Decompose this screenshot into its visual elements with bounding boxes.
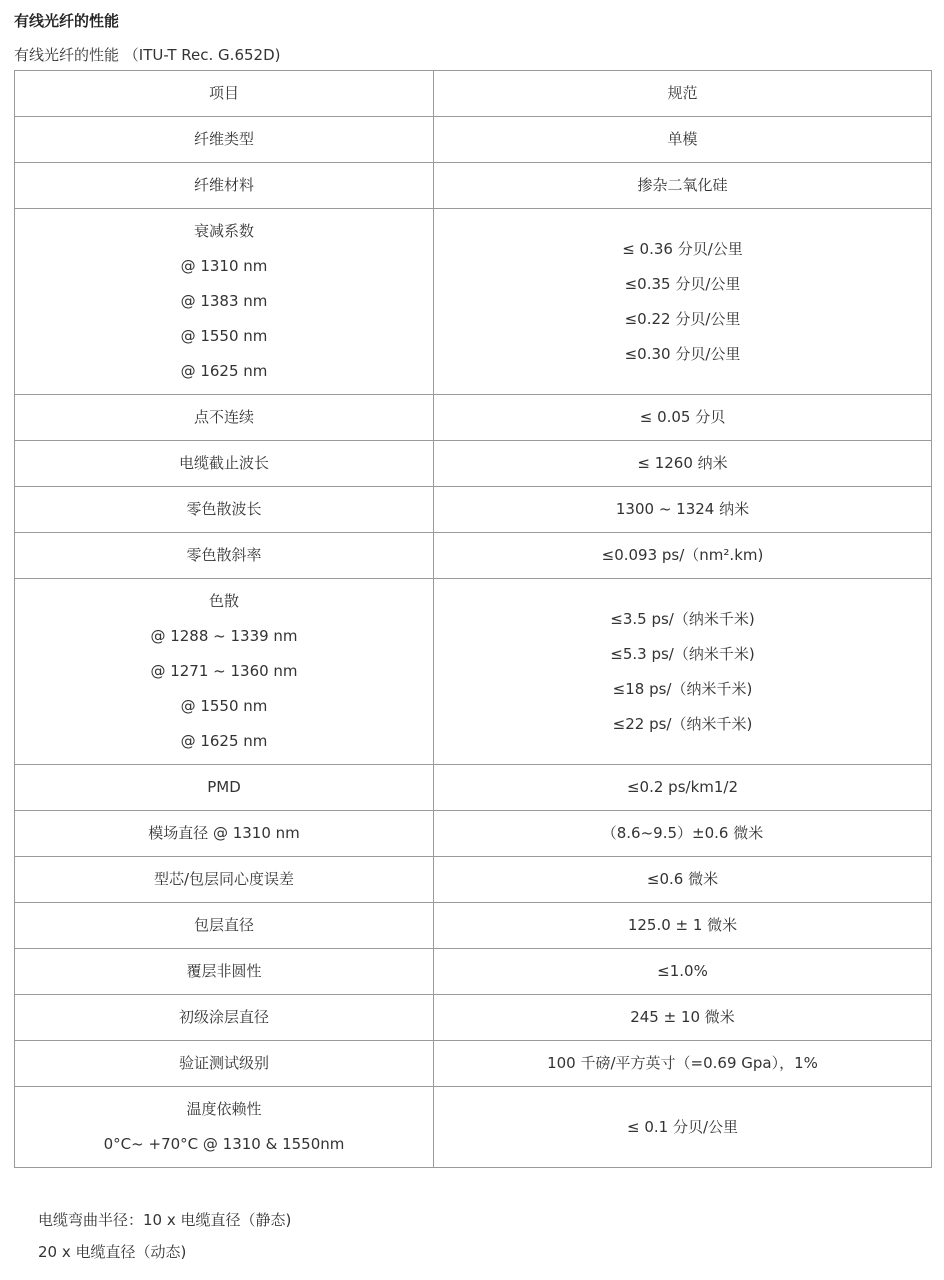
row-item-cell [15, 949, 434, 995]
row-item-cell [15, 533, 434, 579]
row-item-cell [15, 117, 434, 163]
item-text: 纤维材料 [193, 176, 254, 194]
spec-text: （8.6~9.5）±0.6 微米 [601, 824, 764, 842]
row-item-cell [15, 487, 434, 533]
spec-text: ≤1.0% [657, 962, 708, 980]
row-spec-cell [434, 1087, 932, 1168]
row-item-cell [15, 163, 434, 209]
row-spec-cell [434, 995, 932, 1041]
spec-text: 125.0 ± 1 微米 [627, 916, 738, 934]
item-text: 模场直径 @ 1310 nm [148, 824, 300, 842]
item-text: @ 1625 nm [180, 362, 268, 380]
row-spec-cell [434, 163, 932, 209]
spec-text: ≤3.5 ps/（纳米千米) [610, 609, 755, 628]
row-item-cell [15, 579, 434, 765]
row-spec-cell [434, 579, 932, 765]
row-item-cell [15, 441, 434, 487]
table-row [15, 949, 932, 995]
table-header-row [15, 71, 932, 117]
page-title: 有线光纤的性能 [14, 12, 120, 30]
table-row [15, 765, 932, 811]
item-text: @ 1271 ~ 1360 nm [150, 662, 298, 680]
item-text: 包层直径 [193, 916, 254, 934]
table-row [15, 441, 932, 487]
table-row [15, 117, 932, 163]
row-spec-cell [434, 487, 932, 533]
table-row [15, 995, 932, 1041]
row-item-cell [15, 395, 434, 441]
row-spec-cell [434, 857, 932, 903]
item-text: @ 1310 nm [180, 257, 268, 275]
table-row [15, 533, 932, 579]
row-spec-cell [434, 395, 932, 441]
spec-text: ≤18 ps/（纳米千米) [612, 679, 753, 698]
item-text: @ 1383 nm [180, 292, 268, 310]
spec-text: 掺杂二氧化硅 [637, 176, 728, 194]
spec-text: ≤ 0.1 分贝/公里 [626, 1117, 738, 1136]
spec-text: 单模 [667, 130, 698, 148]
item-text: @ 1550 nm [180, 327, 268, 345]
table-row [15, 903, 932, 949]
item-text: @ 1288 ~ 1339 nm [150, 627, 298, 645]
item-text: 电缆截止波长 [178, 454, 269, 472]
item-text: 覆层非圆性 [186, 962, 262, 980]
table-row [15, 163, 932, 209]
row-item-cell [15, 209, 434, 395]
row-item-cell [15, 1041, 434, 1087]
item-text: 初级涂层直径 [178, 1008, 269, 1026]
table-row [15, 209, 932, 395]
item-text: PMD [207, 778, 241, 796]
row-spec-cell [434, 811, 932, 857]
header-spec: 规范 [434, 71, 932, 117]
row-item-cell [15, 765, 434, 811]
row-spec-cell [434, 903, 932, 949]
table-row [15, 579, 932, 765]
spec-text: ≤0.35 分贝/公里 [624, 274, 741, 293]
table-row [15, 487, 932, 533]
spec-text: ≤0.093 ps/（nm².km) [601, 546, 764, 564]
item-text: 纤维类型 [193, 130, 254, 148]
table-row [15, 1087, 932, 1168]
row-spec-cell [434, 117, 932, 163]
footer-note-dynamic: 20 x 电缆直径（动态) [38, 1243, 187, 1261]
item-text: 衰减系数 [193, 222, 254, 240]
item-text: 验证测试级别 [178, 1054, 269, 1072]
item-text: @ 1550 nm [180, 697, 268, 715]
table-row [15, 811, 932, 857]
item-text: 0°C~ +70°C @ 1310 & 1550nm [103, 1135, 345, 1153]
row-item-cell [15, 995, 434, 1041]
spec-text: 245 ± 10 微米 [630, 1008, 735, 1026]
item-text: 零色散波长 [186, 500, 262, 518]
item-text: 零色散斜率 [186, 546, 262, 564]
row-item-cell [15, 1087, 434, 1168]
spec-table [14, 70, 932, 1168]
row-item-cell [15, 811, 434, 857]
item-text: 型芯/包层同心度误差 [153, 870, 295, 888]
row-spec-cell [434, 209, 932, 395]
spec-text: ≤ 1260 纳米 [637, 454, 728, 472]
row-spec-cell [434, 949, 932, 995]
spec-text: ≤5.3 ps/（纳米千米) [610, 644, 755, 663]
row-item-cell [15, 903, 434, 949]
header-item: 项目 [15, 71, 434, 117]
item-text: @ 1625 nm [180, 732, 268, 750]
row-item-cell [15, 857, 434, 903]
row-spec-cell [434, 1041, 932, 1087]
spec-text: ≤ 0.05 分贝 [639, 408, 726, 426]
table-caption: 有线光纤的性能 （ITU-T Rec. G.652D) [14, 46, 281, 64]
footer-note-static: 电缆弯曲半径：10 x 电缆直径（静态) [38, 1211, 292, 1229]
row-spec-cell [434, 765, 932, 811]
item-text: 色散 [208, 592, 239, 610]
row-spec-cell [434, 441, 932, 487]
spec-text: ≤ 0.36 分贝/公里 [622, 239, 743, 258]
spec-text: ≤0.22 分贝/公里 [624, 309, 741, 328]
item-text: 温度依赖性 [186, 1100, 262, 1118]
spec-text: ≤0.2 ps/km1/2 [626, 778, 739, 796]
spec-text: ≤0.30 分贝/公里 [624, 344, 741, 363]
table-row [15, 395, 932, 441]
row-spec-cell [434, 533, 932, 579]
spec-text: ≤0.6 微米 [646, 870, 719, 888]
table-row [15, 857, 932, 903]
table-row [15, 1041, 932, 1087]
spec-text: 100 千磅/平方英寸（=0.69 Gpa），1% [547, 1054, 818, 1072]
spec-text: ≤22 ps/（纳米千米) [612, 714, 753, 733]
item-text: 点不连续 [193, 408, 254, 426]
spec-text: 1300 ~ 1324 纳米 [615, 500, 750, 518]
